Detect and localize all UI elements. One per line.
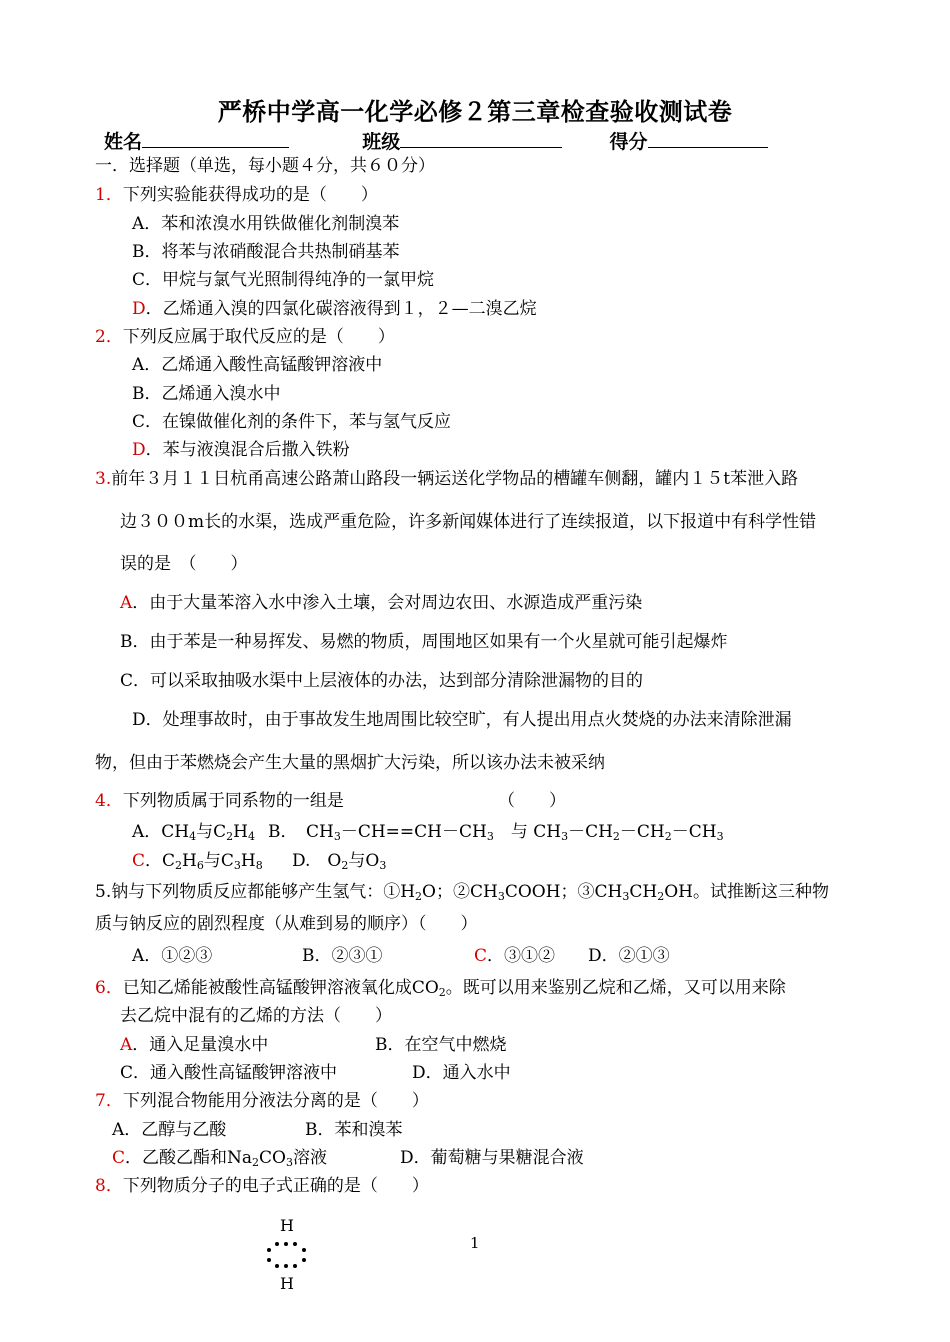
q4-option-d: D. $O_2$与$O_3$: [292, 851, 387, 872]
q7-option-c: C．乙酸乙酯和$Na_2CO_3$溶液: [112, 1148, 327, 1169]
q3-option-c: C．可以采取抽吸水渠中上层液体的办法，达到部分清除泄漏物的目的: [120, 671, 644, 691]
question-stem: 下列物质属于同系物的一组是: [122, 791, 344, 811]
answer-letter: D: [132, 440, 146, 460]
q4-option-a: A．$CH_4$与$C_2H_4$: [132, 822, 255, 843]
score-label: 得分: [609, 131, 648, 153]
page-title: 严桥中学高一化学必修２第三章检查验收测试卷: [217, 98, 733, 126]
q5-option-a: A．①②③: [132, 946, 213, 966]
question-stem-line: 前年３月１１日杭甬高速公路萧山路段一辆运送化学物品的槽罐车侧翻，罐内１５t苯泄入路: [111, 469, 799, 489]
q4-option-c: C．$C_2H_6$与$C_3H_8$: [132, 851, 263, 872]
question-number: 3.: [95, 469, 112, 489]
answer-letter: D: [132, 299, 146, 319]
name-blank[interactable]: [142, 129, 289, 148]
class-label: 班级: [362, 131, 401, 153]
answer-letter: C: [474, 946, 488, 966]
q3-option-b: B．由于苯是一种易挥发、易燃的物质，周围地区如果有一个火星就可能引起爆炸: [120, 632, 728, 652]
name-label: 姓名: [104, 131, 143, 153]
q4-option-b: B． $CH_3-CH==CH-CH_3$ 与 $CH_3-CH_2-CH_2-CH_3$: [268, 822, 724, 843]
answer-letter: C: [112, 1148, 126, 1168]
question-4: [95, 790, 344, 812]
q6-option-b: B．在空气中燃烧: [375, 1035, 507, 1055]
question-number: 8．: [95, 1176, 123, 1196]
q6-stem-line-2: 去乙烷中混有的乙烯的方法（ ）: [120, 1006, 392, 1026]
option-text: ．苯与液溴混合后撒入铁粉: [145, 440, 350, 460]
electron-dot-structure: [264, 1216, 314, 1296]
q7-option-a: A．乙醇与乙酸: [112, 1120, 227, 1140]
section-heading: 一．选择题（单选，每小题４分，共６０分）: [95, 156, 435, 176]
class-blank[interactable]: [400, 129, 562, 148]
question-7: 7．下列混合物能用分液法分离的是（ ）: [95, 1091, 429, 1111]
question-3: [95, 468, 798, 490]
page-number: 1: [470, 1234, 480, 1252]
q7-option-d: D．葡萄糖与果糖混合液: [400, 1148, 584, 1168]
question-stem: 下列反应属于取代反应的是（ ）: [122, 327, 395, 347]
q2-option-b: B．乙烯通入溴水中: [132, 384, 281, 404]
q6-option-c: C．通入酸性高锰酸钾溶液中: [120, 1063, 338, 1083]
q6-option-a: A．通入足量溴水中: [120, 1035, 269, 1055]
hydrogen-top-label: H: [280, 1216, 294, 1235]
q1-option-c: C．甲烷与氯气光照制得纯净的一氯甲烷: [132, 270, 435, 290]
q3-stem-line-3: 误的是 （ ）: [120, 554, 248, 574]
question-5: 5.钠与下列物质反应都能够产生氢气：$①H_2O$；$②CH_3COOH$；$③CH_3CH_2OH$。试推断这三种物: [95, 882, 829, 903]
q7-option-b: B．苯和溴苯: [305, 1120, 403, 1140]
question-number: 7．: [95, 1091, 123, 1111]
q3-option-d: D．处理事故时，由于事故发生地周围比较空旷，有人提出用点火焚烧的办法来清除泄漏: [132, 710, 792, 730]
answer-paren: （ ）: [498, 791, 566, 811]
question-number: 1．: [95, 185, 123, 205]
question-number: 4．: [95, 791, 123, 811]
answer-letter: A: [120, 1035, 133, 1055]
option-text: ．由于大量苯溶入水中渗入土壤，会对周边农田、水源造成严重污染: [132, 593, 643, 613]
q1-option-b: B．将苯与浓硝酸混合共热制硝基苯: [132, 242, 400, 262]
q2-option-c: C．在镍做催化剂的条件下，苯与氢气反应: [132, 412, 452, 432]
q3-option-a: [120, 592, 642, 614]
q3-option-d-cont: 物，但由于苯燃烧会产生大量的黑烟扩大污染，所以该办法未被采纳: [95, 753, 605, 773]
question-1: [95, 184, 378, 206]
q5-option-c: C．③①②: [474, 946, 556, 966]
q2-option-a: A．乙烯通入酸性高锰酸钾溶液中: [132, 355, 383, 375]
q2-option-d: [132, 439, 350, 461]
q5-option-b: B．②③①: [302, 946, 383, 966]
option-text: ．乙烯通入溴的四氯化碳溶液得到１，２—二溴乙烷: [145, 299, 537, 319]
question-6: 6．已知乙烯能被酸性高锰酸钾溶液氧化成$CO_2$。既可以用来鉴别乙烷和乙烯，又可以用来除: [95, 978, 786, 999]
q5-stem-line-2: 质与钠反应的剧烈程度（从难到易的顺序）（ ）: [95, 914, 478, 934]
score-blank[interactable]: [648, 129, 768, 148]
student-info-row: [104, 127, 904, 154]
q5-option-d: D．②①③: [588, 946, 670, 966]
hydrogen-bottom-label: H: [280, 1274, 294, 1293]
q6-option-d: D．通入水中: [412, 1063, 511, 1083]
answer-letter: A: [120, 593, 133, 613]
answer-letter: C: [132, 851, 146, 871]
q1-option-d: [132, 298, 537, 320]
question-stem: 下列实验能获得成功的是（ ）: [122, 185, 378, 205]
q1-option-a: A．苯和浓溴水用铁做催化剂制溴苯: [132, 214, 400, 234]
question-number: 6．: [95, 978, 123, 998]
question-2: [95, 326, 395, 348]
question-8: 8．下列物质分子的电子式正确的是（ ）: [95, 1176, 429, 1196]
q3-stem-line-2: 边３００m长的水渠，选成严重危险，许多新闻媒体进行了连续报道，以下报道中有科学性错: [120, 512, 817, 532]
question-number: 2．: [95, 327, 123, 347]
